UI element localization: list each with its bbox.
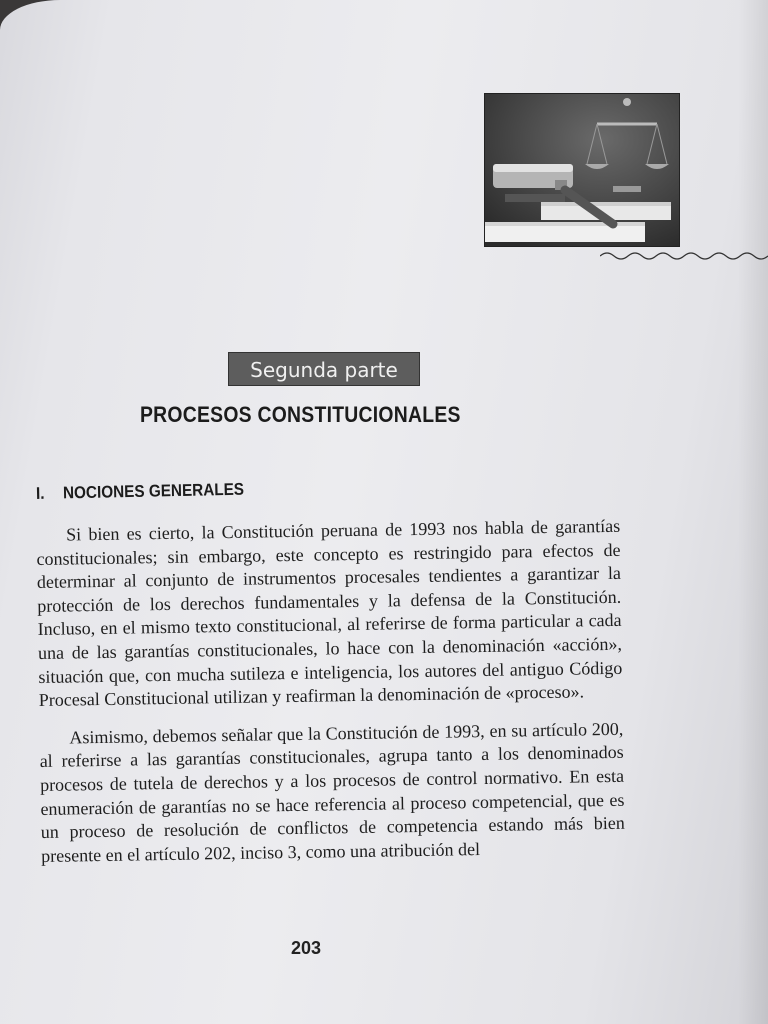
paragraph: Si bien es cierto, la Constitución peruana de 1993 nos habla de garantías constitucionales; sin embargo, este concepto es restringido para efectos de determinar al conjunto de instrumentos procesales tendientes a garantizar la protección de los derechos fundamentales y la defensa de la Constitución. Incluso, en el mismo texto constitucional, al referirse de forma particular a cada una de las garantías constitucionales, lo hace con la denominación «acción», situación que, con mucha sutileza e inteligencia, los autores del antiguo Código Procesal Constitucional utilizan y reafirman la denominación de «proceso». — [36, 515, 623, 711]
chapter-title: PROCESOS CONSTITUCIONALES — [140, 402, 461, 427]
body-text — [36, 515, 625, 868]
paragraph: Asimismo, debemos señalar que la Constitución de 1993, en su artículo 200, al referirse a las garantías constitucionales, agrupa tanto a los denominados procesos de tutela de derechos y a los procesos de control normativo. En esta enumeración de garantías no se hace referencia al proceso competencial, que es un proceso de resolución de conflictos de competencia estando más bien presente en el artículo 202, inciso 3, como una atribución del — [39, 718, 625, 866]
gavel-and-scales-icon — [485, 94, 679, 246]
page-edge-shadow — [738, 0, 768, 1024]
justice-illustration — [484, 93, 680, 247]
section-title: NOCIONES GENERALES — [62, 479, 245, 503]
section-number: I. — [35, 483, 45, 503]
page-number: 203 — [291, 938, 322, 958]
part-label: Segunda parte — [228, 352, 420, 386]
